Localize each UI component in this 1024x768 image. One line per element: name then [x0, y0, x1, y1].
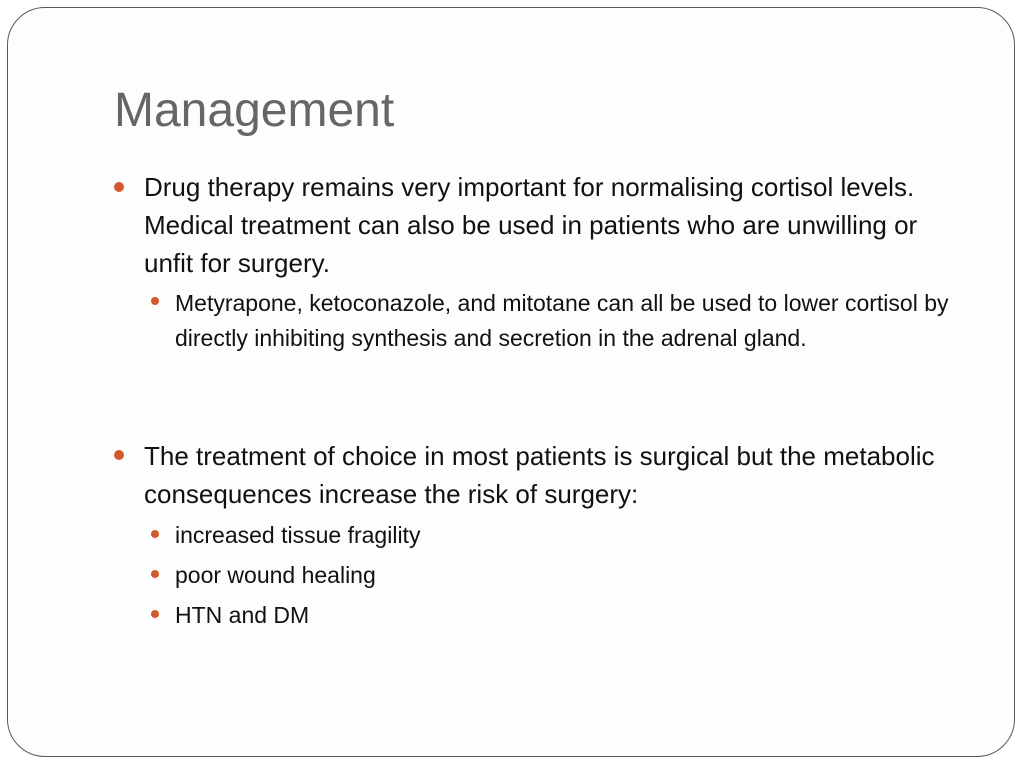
bullet-dot: [114, 450, 124, 460]
slide-title: Management: [114, 84, 395, 137]
sub-bullet-dot: [151, 297, 159, 305]
bullet-item: Drug therapy remains very important for normalising cortisol levels. Medical treatment can also be used in patients who are unwilling or unfit for surgery.: [144, 172, 918, 278]
sub-bullet-dot: [151, 570, 159, 578]
bullet-item: The treatment of choice in most patients is surgical but the metabolic consequences increase the risk of surgery:: [144, 441, 935, 509]
sub-bullet-item: poor wound healing: [175, 562, 376, 588]
sub-bullet-item: increased tissue fragility: [175, 522, 421, 548]
sub-bullet-item: HTN and DM: [175, 602, 310, 628]
sub-bullet-dot: [151, 610, 159, 618]
sub-bullet-item: Metyrapone, ketoconazole, and mitotane can all be used to lower cortisol by directly inhibiting synthesis and secretion in the adrenal gland.: [175, 290, 949, 351]
sub-bullet-dot: [151, 530, 159, 538]
bullet-dot: [114, 182, 124, 192]
